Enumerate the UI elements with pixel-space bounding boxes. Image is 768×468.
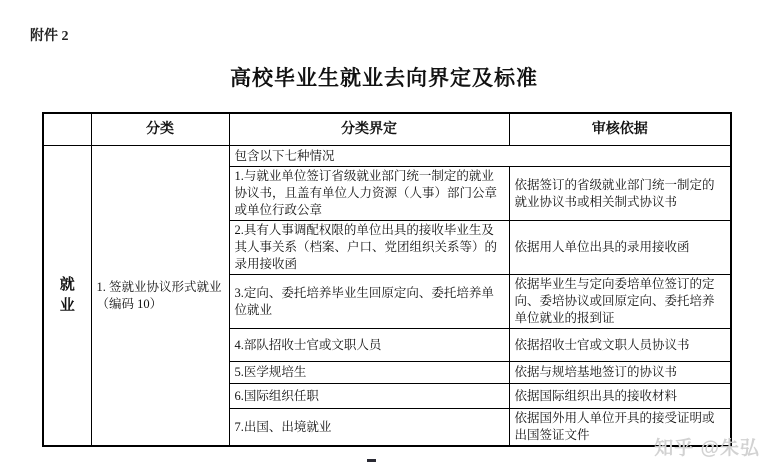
- table-header-row: [43, 113, 731, 146]
- definition-cell: 2.具有人事调配权限的单位出具的接收毕业生及其人事关系（档案、户口、党团组织关系等）的录用接收函: [229, 221, 509, 275]
- definition-cell: 4.部队招收士官或文职人员: [229, 329, 509, 362]
- attachment-label: 附件 2: [30, 29, 69, 44]
- header-cell-definition: 分类界定: [229, 113, 509, 146]
- header-cell-group: [43, 113, 91, 146]
- basis-cell: 依据签订的省级就业部门统一制定的就业协议书或相关制式协议书: [509, 167, 731, 221]
- header-cell-basis: 审核依据: [509, 113, 731, 146]
- page-title: 高校毕业生就业去向界定及标准: [230, 66, 538, 90]
- definition-cell: 3.定向、委托培养毕业生回原定向、委托培养单位就业: [229, 275, 509, 329]
- basis-cell: 依据与规培基地签订的协议书: [509, 362, 731, 384]
- basis-cell: 依据国外用人单位开具的接受证明或出国签证文件: [509, 409, 731, 447]
- zhihu-watermark: 知乎 @朱弘: [654, 438, 760, 459]
- basis-cell: 依据招收士官或文职人员协议书: [509, 329, 731, 362]
- definition-cell: 1.与就业单位签订省级就业部门统一制定的就业协议书，且盖有单位人力资源（人事）部门公章或单位行政公章: [229, 167, 509, 221]
- group-cell-employment: 就 业: [43, 146, 91, 447]
- basis-cell: 依据国际组织出具的接收材料: [509, 384, 731, 409]
- basis-cell: 依据毕业生与定向委培单位签订的定向、委培协议或回原定向、委托培养单位就业的报到证: [509, 275, 731, 329]
- category-cell-signed-agreement: 1. 签就业协议形式就业（编码 10）: [91, 146, 229, 447]
- employment-definition-table: [42, 112, 732, 447]
- definition-cell: 7.出国、出境就业: [229, 409, 509, 447]
- page-number-partial-mark: [367, 459, 376, 462]
- definition-cell: 6.国际组织任职: [229, 384, 509, 409]
- table-row-intro: [43, 146, 731, 167]
- intro-cell: 包含以下七种情况: [229, 146, 731, 167]
- definition-cell: 5.医学规培生: [229, 362, 509, 384]
- basis-cell: 依据用人单位出具的录用接收函: [509, 221, 731, 275]
- header-cell-category: 分类: [91, 113, 229, 146]
